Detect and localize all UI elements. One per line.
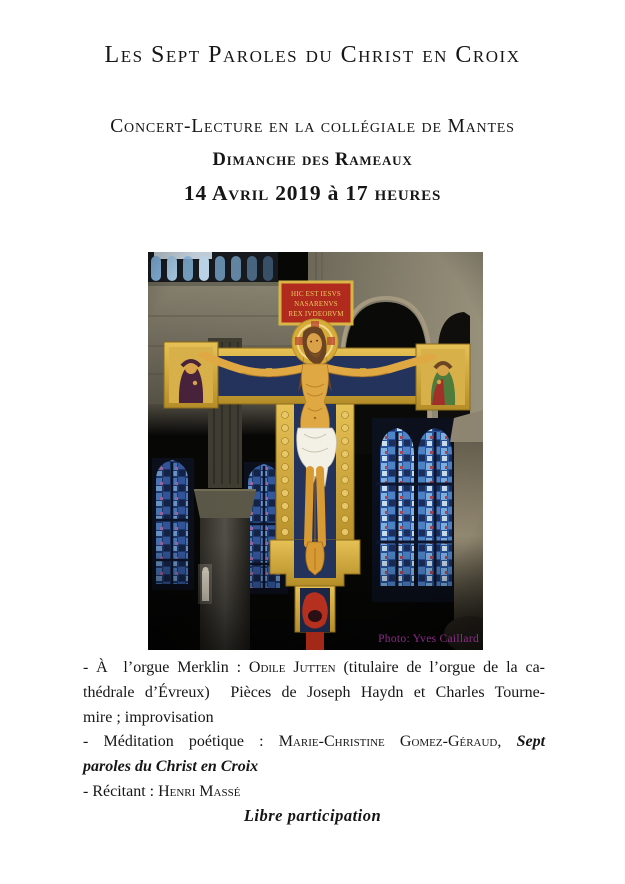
date-connector: à bbox=[327, 181, 340, 205]
crucifix-photo bbox=[148, 252, 483, 650]
cathedral-crucifix-image bbox=[148, 252, 483, 650]
program-line: - À l’orgue Merklin : Odile Jutten (titulaire de l’orgue de la ca- bbox=[83, 659, 546, 676]
date-line bbox=[0, 181, 625, 206]
titulus-line-1: HIC EST IESVS bbox=[291, 290, 341, 298]
titulus-line-3: REX IVDEORVM bbox=[288, 310, 344, 318]
program-line: - Récitant : Henri Massé bbox=[83, 782, 241, 800]
titulus-line-2: NASARENVS bbox=[294, 300, 338, 308]
photo-credit: Photo: Yves Caillard bbox=[378, 633, 479, 645]
program-line: paroles du Christ en Croix bbox=[83, 758, 259, 776]
john-panel bbox=[416, 344, 470, 410]
footer-participation: Libre participation bbox=[243, 806, 382, 825]
date-part: 14 Avril 2019 bbox=[183, 181, 322, 205]
program-line: mire ; improvisation bbox=[83, 708, 214, 726]
occasion-line: Dimanche des Rameaux bbox=[212, 150, 413, 170]
mary-panel bbox=[164, 342, 218, 408]
page-title: Les Sept Paroles du Christ en Croix bbox=[104, 42, 521, 68]
time-part: 17 heures bbox=[345, 181, 442, 205]
subtitle-line: Concert-Lecture en la collégiale de Mantes bbox=[110, 116, 515, 137]
program-text bbox=[83, 656, 545, 805]
program-line: thédrale d’Évreux) Pièces de Joseph Haydn et Charles Tourne- bbox=[83, 683, 545, 701]
program-line: - Méditation poétique : Marie-Christine Gomez-Géraud, Sept bbox=[83, 733, 546, 751]
